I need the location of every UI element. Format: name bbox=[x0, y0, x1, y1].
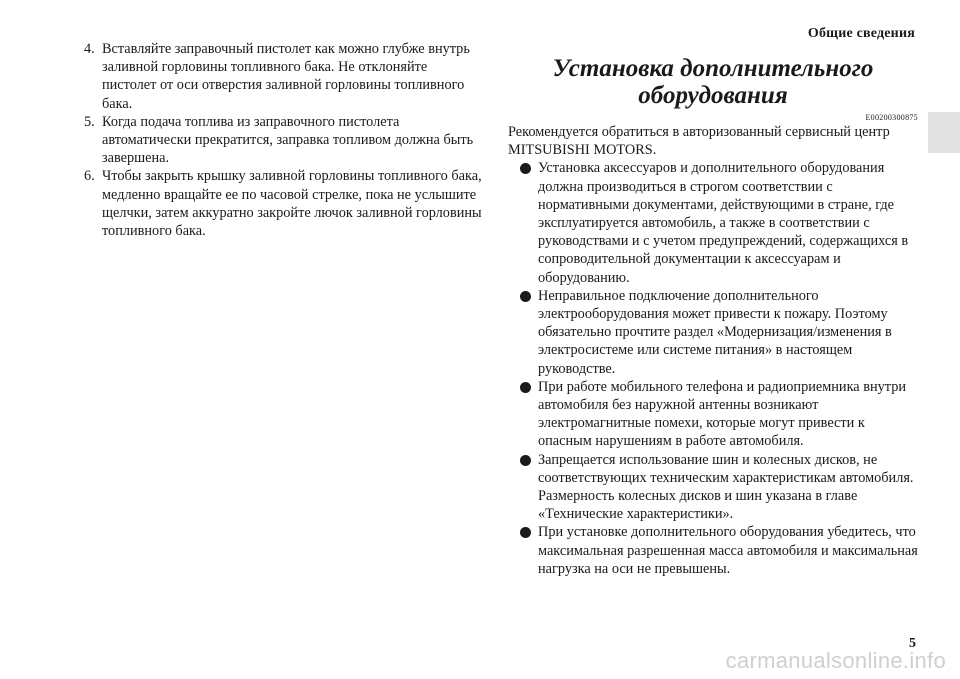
bullet-item bbox=[508, 378, 918, 451]
numbered-step bbox=[84, 40, 484, 113]
page-number: 5 bbox=[909, 636, 916, 651]
step-number: 5. bbox=[84, 113, 95, 130]
bullet-text: Установка аксессуаров и дополнительного оборудования должна производиться в строгом соответствии с нормативными документами, действующими в стране, где эксплуатируется автомобиль, а также в соответствии с руководствами и с учетом предупреждений, содержащихся в сопроводительной документации к аксессуарам и оборудованию. bbox=[538, 160, 909, 286]
right-column bbox=[508, 55, 918, 578]
step-text: Чтобы закрыть крышку заливной горловины топливного бака, медленно вращайте ее по часовой стрелке, пока не услышите щелчки, затем аккуратно закройте лючок заливной горловины топливного бака. bbox=[102, 168, 482, 240]
section-title-line1: Установка дополнительного bbox=[552, 55, 874, 82]
bullet-item bbox=[508, 451, 918, 524]
section-title bbox=[508, 55, 918, 109]
step-number: 4. bbox=[84, 41, 95, 57]
bullet-item bbox=[508, 523, 918, 578]
running-header: Общие сведения bbox=[807, 26, 915, 41]
numbered-step bbox=[84, 167, 484, 240]
watermark: carmanualsonline.info bbox=[725, 648, 946, 673]
section-code: E00200300875 bbox=[865, 113, 918, 122]
bullet-dot-icon bbox=[520, 382, 531, 393]
step-number: 6. bbox=[84, 168, 95, 185]
left-column bbox=[84, 40, 484, 240]
bullet-item bbox=[508, 287, 918, 378]
section-title-line2: оборудования bbox=[638, 82, 788, 109]
section-tab bbox=[928, 112, 960, 153]
intro-paragraph: Рекомендуется обратиться в авторизованный сервисный центр MITSUBISHI MOTORS. bbox=[508, 124, 890, 159]
bullet-text: Запрещается использование шин и колесных дисков, не соответствующих техническим характеристикам автомобиля. Размерность колесных дисков и шин указана в главе «Технические характеристики». bbox=[538, 451, 914, 523]
bullet-dot-icon bbox=[520, 291, 531, 302]
bullet-text: Неправильное подключение дополнительного электрооборудования может привести к пожару. Поэтому обязательно прочтите раздел «Модернизация/изменения в электросистеме или системе питания» в настоящем руководстве. bbox=[538, 287, 892, 377]
bullet-dot-icon bbox=[520, 455, 531, 466]
step-text: Вставляйте заправочный пистолет как можно глубже внутрь заливной горловины топливного бака. Не отклоняйте пистолет от оси отверстия заливной горловины топливного бака. bbox=[102, 41, 470, 112]
bullet-text: При установке дополнительного оборудования убедитесь, что максимальная разрешенная масса автомобиля и максимальная нагрузка на оси не превышены. bbox=[538, 524, 918, 577]
bullet-item bbox=[508, 159, 918, 286]
numbered-step bbox=[84, 113, 484, 168]
bullet-dot-icon bbox=[520, 163, 531, 174]
step-text: Когда подача топлива из заправочного пистолета автоматически прекратится, заправка топливом должна быть завершена. bbox=[102, 113, 474, 167]
bullet-text: При работе мобильного телефона и радиоприемника внутри автомобиля без наружной антенны возникают электромагнитные помехи, которые могут привести к опасным нарушениям в работе автомобиля. bbox=[538, 378, 906, 450]
bullet-dot-icon bbox=[520, 527, 531, 538]
